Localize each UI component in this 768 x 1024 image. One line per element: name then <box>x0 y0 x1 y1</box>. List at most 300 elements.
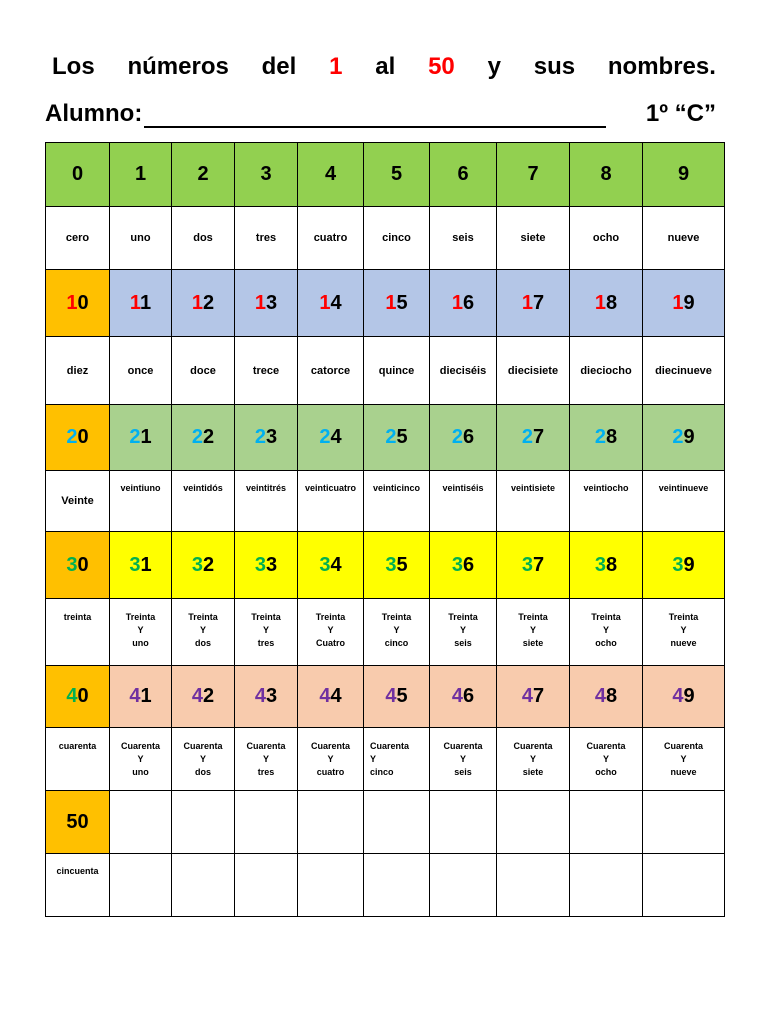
number-cell <box>364 143 430 207</box>
number-name-text: dieciocho <box>580 364 632 377</box>
number-name-text: veintinueve <box>658 483 709 493</box>
units-digit: 0 <box>77 685 89 707</box>
number-name-text: dos <box>194 767 211 777</box>
tens-digit: 3 <box>672 553 684 576</box>
number-name-cell <box>570 599 643 666</box>
number-cell <box>172 270 235 337</box>
number-name-cell <box>298 207 364 270</box>
units-digit: 1 <box>140 426 152 448</box>
number-name-cell <box>110 337 172 405</box>
number-name-cell <box>298 337 364 405</box>
number-row <box>46 405 725 471</box>
units-digit: 0 <box>77 553 89 576</box>
tens-digit: 2 <box>129 426 141 448</box>
number-name-text: Cuarenta <box>586 741 626 751</box>
number-cell <box>497 791 570 854</box>
number-name-cell <box>643 728 725 791</box>
tens-digit: 3 <box>385 553 397 576</box>
number-name-cell <box>364 471 430 532</box>
tens-digit: 2 <box>385 426 397 448</box>
number-name-cell <box>497 471 570 532</box>
number-name-text: Treinta <box>448 612 478 622</box>
number-row <box>46 666 725 728</box>
units-digit: 9 <box>677 163 690 185</box>
number-cell <box>110 405 172 471</box>
number-cell <box>364 405 430 471</box>
units-digit: 3 <box>266 685 278 707</box>
tens-digit: 4 <box>191 685 203 707</box>
number-name-text: veintiséis <box>442 483 484 493</box>
number-name-text: ocho <box>595 767 617 777</box>
tens-digit: 2 <box>254 426 266 448</box>
number-cell <box>570 666 643 728</box>
number-name-cell <box>364 728 430 791</box>
number-cell <box>364 666 430 728</box>
number-cell <box>172 405 235 471</box>
number-name-text: veintisiete <box>510 483 556 493</box>
number-cell <box>298 405 364 471</box>
number-name-text: Cuarenta <box>310 741 350 751</box>
units-digit: 1 <box>140 685 152 707</box>
number-name-text: tres <box>255 232 277 244</box>
units-digit: 9 <box>683 685 695 707</box>
number-name-text: seis <box>454 638 472 648</box>
units-digit: 8 <box>606 426 618 448</box>
number-name-cell <box>570 207 643 270</box>
number-name-cell <box>235 728 298 791</box>
number-name-cell <box>364 599 430 666</box>
tens-digit: 2 <box>672 426 684 448</box>
units-digit: 3 <box>260 163 272 185</box>
number-cell <box>172 532 235 599</box>
number-name-cell <box>46 854 110 917</box>
title-word: al <box>375 53 396 80</box>
number-name-text: uno <box>132 767 149 777</box>
units-digit: 50 <box>66 810 89 833</box>
number-cell <box>298 143 364 207</box>
number-cell <box>46 791 110 854</box>
title-word: 50 <box>428 53 455 80</box>
number-name-cell <box>643 599 725 666</box>
tens-digit: 1 <box>385 291 397 314</box>
number-name-cell <box>497 854 570 917</box>
number-name-text: siete <box>522 767 544 777</box>
tens-digit: 1 <box>254 291 266 314</box>
tens-digit: 4 <box>319 685 331 707</box>
number-cell <box>172 791 235 854</box>
name-row <box>46 337 725 405</box>
units-digit: 6 <box>457 163 469 185</box>
number-name-cell <box>235 471 298 532</box>
units-digit: 2 <box>203 553 215 576</box>
units-digit: 4 <box>330 685 342 707</box>
tens-digit: 1 <box>594 291 606 314</box>
units-digit: 6 <box>463 426 475 448</box>
number-name-cell <box>497 207 570 270</box>
number-name-text: Cuarenta <box>246 741 286 751</box>
number-name-text: diecisiete <box>507 364 559 377</box>
units-digit: 1 <box>134 163 147 185</box>
number-cell <box>643 791 725 854</box>
number-row <box>46 143 725 207</box>
number-name-text: Y <box>602 754 609 764</box>
units-digit: 4 <box>324 163 337 185</box>
units-digit: 5 <box>390 163 403 185</box>
tens-digit: 4 <box>594 685 606 707</box>
number-name-text: veintiocho <box>583 483 629 493</box>
number-cell <box>497 666 570 728</box>
tens-digit: 4 <box>254 685 266 707</box>
number-name-text: Y <box>680 625 687 635</box>
number-name-text: Y <box>327 754 334 764</box>
number-name-cell <box>46 599 110 666</box>
number-cell <box>430 666 497 728</box>
number-name-text: once <box>127 364 154 377</box>
student-name-field[interactable] <box>45 100 606 128</box>
number-name-text: Y <box>137 625 144 635</box>
tens-digit: 4 <box>451 685 463 707</box>
number-cell <box>235 143 298 207</box>
number-name-text: cinco <box>382 232 411 244</box>
units-digit: 6 <box>463 685 475 707</box>
tens-digit: 3 <box>521 553 533 576</box>
units-digit: 9 <box>683 426 695 448</box>
number-name-cell <box>643 471 725 532</box>
number-name-cell <box>298 599 364 666</box>
units-digit: 9 <box>683 291 695 314</box>
tens-digit: 2 <box>191 426 203 448</box>
number-name-text: Treinta <box>518 612 548 622</box>
number-name-cell <box>172 207 235 270</box>
number-name-text: Y <box>199 754 206 764</box>
number-name-text: Y <box>327 625 334 635</box>
number-name-cell <box>110 207 172 270</box>
number-name-text: dos <box>194 638 211 648</box>
number-name-cell <box>172 471 235 532</box>
units-digit: 4 <box>330 291 342 314</box>
number-cell <box>46 143 110 207</box>
number-name-cell <box>364 854 430 917</box>
units-digit: 5 <box>396 685 408 707</box>
units-digit: 0 <box>77 426 89 448</box>
number-cell <box>430 405 497 471</box>
units-digit: 2 <box>203 426 215 448</box>
number-name-text: cincuenta <box>56 866 99 876</box>
number-cell <box>110 270 172 337</box>
number-name-cell <box>235 207 298 270</box>
number-name-text: veintiuno <box>120 483 161 493</box>
number-name-text: cuatro <box>313 232 348 244</box>
number-cell <box>235 666 298 728</box>
number-name-cell <box>643 207 725 270</box>
number-name-cell <box>430 599 497 666</box>
number-name-cell <box>570 854 643 917</box>
title-word: 1 <box>329 53 343 80</box>
number-cell <box>235 791 298 854</box>
units-digit: 8 <box>600 163 612 185</box>
number-name-text: Cuarenta <box>443 741 483 751</box>
name-row <box>46 599 725 666</box>
title-word: nombres. <box>607 53 716 80</box>
worksheet-title <box>52 50 716 84</box>
number-name-cell <box>570 728 643 791</box>
student-line <box>45 98 716 130</box>
number-name-text: siete <box>520 232 546 244</box>
number-name-cell <box>430 337 497 405</box>
number-name-cell <box>110 854 172 917</box>
grade-label: 1º “C” <box>645 100 716 127</box>
number-cell <box>570 791 643 854</box>
tens-digit: 1 <box>672 291 684 314</box>
number-cell <box>46 666 110 728</box>
number-cell <box>430 532 497 599</box>
number-name-cell <box>430 207 497 270</box>
number-name-text: Y <box>393 625 400 635</box>
number-cell <box>497 532 570 599</box>
number-cell <box>46 270 110 337</box>
number-name-text: seis <box>454 767 472 777</box>
number-name-text: catorce <box>310 364 351 377</box>
number-cell <box>110 143 172 207</box>
number-name-text: uno <box>132 638 149 648</box>
tens-digit: 2 <box>319 426 331 448</box>
number-name-text: siete <box>522 638 544 648</box>
number-name-text: dieciséis <box>439 364 487 377</box>
number-name-text: treinta <box>63 612 92 622</box>
number-cell <box>430 143 497 207</box>
tens-digit: 1 <box>191 291 203 314</box>
units-digit: 3 <box>266 426 278 448</box>
number-cell <box>497 270 570 337</box>
number-name-text: nueve <box>670 767 697 777</box>
name-row <box>46 728 725 791</box>
number-name-text: veinticuatro <box>304 483 356 493</box>
units-digit: 7 <box>527 163 539 185</box>
number-name-text: cero <box>65 232 90 244</box>
number-name-text: Y <box>137 754 144 764</box>
title-word: números <box>127 53 229 80</box>
number-name-text: cuatro <box>316 767 345 777</box>
number-name-cell <box>172 854 235 917</box>
number-name-cell <box>570 337 643 405</box>
tens-digit: 2 <box>451 426 463 448</box>
number-cell <box>298 666 364 728</box>
number-name-text: Y <box>262 625 269 635</box>
units-digit: 7 <box>533 553 545 576</box>
number-name-text: trece <box>252 364 280 377</box>
number-name-text: Treinta <box>315 612 346 622</box>
number-name-cell <box>643 854 725 917</box>
number-name-cell <box>235 854 298 917</box>
units-digit: 1 <box>139 291 152 314</box>
title-word: sus <box>533 53 576 80</box>
units-digit: 0 <box>77 291 89 314</box>
units-digit: 1 <box>140 553 152 576</box>
units-digit: 8 <box>606 685 618 707</box>
number-name-cell <box>172 599 235 666</box>
number-name-text: diecinueve <box>655 364 712 377</box>
number-name-text: cinco <box>370 767 394 777</box>
number-cell <box>570 405 643 471</box>
number-name-cell <box>570 471 643 532</box>
number-name-text: ocho <box>592 232 620 244</box>
number-name-text: nueve <box>670 638 697 648</box>
tens-digit: 1 <box>451 291 463 314</box>
number-name-cell <box>110 728 172 791</box>
tens-digit: 3 <box>129 553 141 576</box>
units-digit: 4 <box>330 553 342 576</box>
number-name-text: Cuarenta <box>183 741 223 751</box>
number-name-cell <box>643 337 725 405</box>
name-row <box>46 471 725 532</box>
units-digit: 5 <box>396 553 408 576</box>
number-name-text: veinticinco <box>372 483 420 493</box>
units-digit: 2 <box>197 163 209 185</box>
number-name-text: Treinta <box>591 612 621 622</box>
number-name-cell <box>46 471 110 532</box>
number-name-cell <box>430 854 497 917</box>
number-cell <box>110 532 172 599</box>
number-name-text: tres <box>257 638 275 648</box>
number-name-text: Y <box>262 754 269 764</box>
numbers-table <box>45 142 725 917</box>
title-word: y <box>487 53 501 80</box>
number-name-text: Y <box>370 754 377 764</box>
number-cell <box>430 270 497 337</box>
tens-digit: 3 <box>594 553 606 576</box>
number-name-cell <box>497 599 570 666</box>
number-name-text: uno <box>130 232 151 244</box>
tens-digit: 2 <box>521 426 533 448</box>
name-row <box>46 207 725 270</box>
number-cell <box>298 532 364 599</box>
number-name-cell <box>235 599 298 666</box>
number-name-text: quince <box>378 364 415 377</box>
units-digit: 4 <box>330 426 342 448</box>
number-cell <box>46 532 110 599</box>
number-name-text: Cuarenta <box>663 741 703 751</box>
number-name-text: Cuarenta <box>370 741 410 751</box>
number-cell <box>570 532 643 599</box>
tens-digit: 2 <box>66 426 78 448</box>
units-digit: 2 <box>203 291 215 314</box>
number-row <box>46 532 725 599</box>
number-cell <box>172 666 235 728</box>
number-name-cell <box>298 728 364 791</box>
units-digit: 6 <box>463 291 475 314</box>
number-cell <box>298 791 364 854</box>
tens-digit: 4 <box>672 685 684 707</box>
units-digit: 7 <box>533 685 545 707</box>
number-cell <box>643 405 725 471</box>
number-name-text: veintidós <box>183 483 223 493</box>
number-name-cell <box>46 207 110 270</box>
student-label: Alumno: <box>45 100 143 127</box>
number-name-text: ocho <box>595 638 617 648</box>
number-name-text: Y <box>199 625 206 635</box>
number-name-text: Treinta <box>381 612 412 622</box>
number-name-text: Y <box>680 754 687 764</box>
number-name-cell <box>497 337 570 405</box>
units-digit: 6 <box>463 553 475 576</box>
number-name-text: Cuarenta <box>513 741 553 751</box>
number-cell <box>643 270 725 337</box>
number-name-cell <box>497 728 570 791</box>
number-name-text: Cuarenta <box>120 741 160 751</box>
number-name-text: cuarenta <box>58 741 97 751</box>
number-name-cell <box>430 471 497 532</box>
number-name-cell <box>298 854 364 917</box>
units-digit: 2 <box>203 685 215 707</box>
units-digit: 8 <box>606 553 618 576</box>
number-name-text: Y <box>529 625 536 635</box>
number-row <box>46 270 725 337</box>
tens-digit: 3 <box>319 553 331 576</box>
number-row <box>46 791 725 854</box>
tens-digit: 1 <box>319 291 331 314</box>
number-cell <box>364 270 430 337</box>
tens-digit: 3 <box>451 553 463 576</box>
number-cell <box>643 532 725 599</box>
number-cell <box>643 666 725 728</box>
number-name-cell <box>46 337 110 405</box>
tens-digit: 1 <box>521 291 533 314</box>
number-cell <box>570 143 643 207</box>
units-digit: 0 <box>71 163 84 185</box>
number-name-cell <box>364 207 430 270</box>
number-name-text: Y <box>529 754 536 764</box>
title-word: Los <box>52 53 95 80</box>
number-cell <box>110 791 172 854</box>
number-cell <box>643 143 725 207</box>
number-name-text: Treinta <box>125 612 156 622</box>
number-name-text: Treinta <box>188 612 218 622</box>
units-digit: 5 <box>396 426 408 448</box>
tens-digit: 4 <box>66 685 78 707</box>
tens-digit: 4 <box>521 685 533 707</box>
number-name-cell <box>430 728 497 791</box>
number-name-text: seis <box>452 232 474 244</box>
number-name-text: Y <box>459 625 466 635</box>
tens-digit: 3 <box>66 553 78 576</box>
number-name-text: Veinte <box>61 495 94 507</box>
units-digit: 9 <box>683 553 695 576</box>
number-name-text: Cuatro <box>316 638 345 648</box>
number-name-text: veintitrés <box>245 483 287 493</box>
number-cell <box>570 270 643 337</box>
student-name-blank[interactable] <box>144 104 606 128</box>
units-digit: 8 <box>606 291 618 314</box>
number-cell <box>110 666 172 728</box>
number-name-text: diez <box>66 364 89 377</box>
units-digit: 3 <box>266 291 278 314</box>
tens-digit: 3 <box>191 553 203 576</box>
tens-digit: 1 <box>66 291 78 314</box>
number-name-text: tres <box>257 767 275 777</box>
number-name-cell <box>110 471 172 532</box>
tens-digit: 1 <box>129 291 140 314</box>
tens-digit: 2 <box>594 426 606 448</box>
units-digit: 7 <box>533 291 545 314</box>
name-row <box>46 854 725 917</box>
number-cell <box>430 791 497 854</box>
number-name-cell <box>235 337 298 405</box>
number-cell <box>235 405 298 471</box>
number-cell <box>235 270 298 337</box>
number-name-text: nueve <box>667 232 700 244</box>
number-name-text: Treinta <box>668 612 699 622</box>
number-cell <box>497 143 570 207</box>
